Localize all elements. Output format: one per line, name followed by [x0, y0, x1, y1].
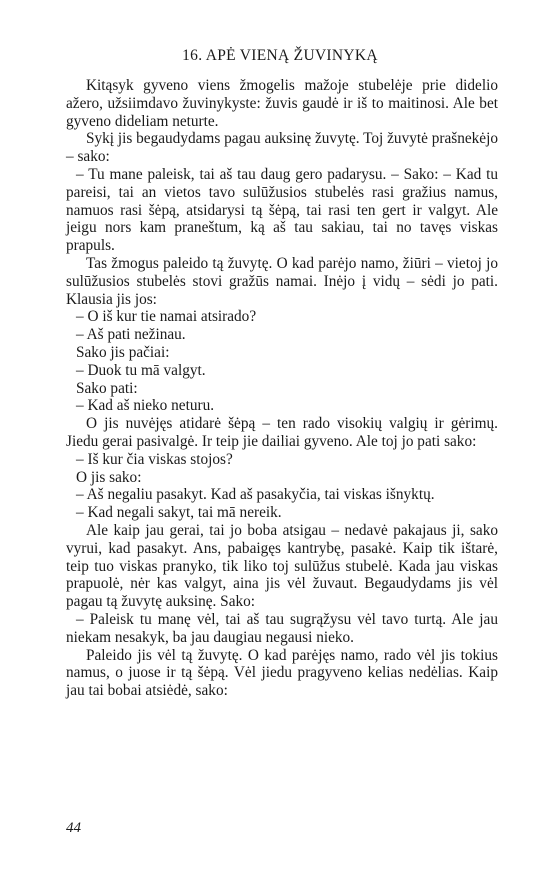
dialogue-line: O jis sako: [76, 468, 142, 486]
dialogue-line: – Kad aš nieko neturu. [76, 397, 215, 415]
paragraph: Tas žmogus paleido tą žuvytę. O kad parėjo namo, žiūri – vietoj jo sulūžusios stubelės stovi gražūs namai. Inėjo į vidų – sėdi jo pati. Klausia jis jos: [66, 254, 498, 308]
dialogue-line: – Iš kur čia viskas stojos? [76, 450, 233, 468]
page-number: 44 [66, 820, 81, 836]
dialogue-line: Sako jis pačiai: [76, 343, 170, 361]
body-text [66, 77, 498, 700]
dialogue-line: – Aš pati nežinau. [76, 326, 186, 344]
paragraph: Sykį jis begaudydams pagau auksinę žuvytę. Toj žuvytė prašnekėjo – sako: [66, 130, 498, 166]
dialogue-line: – Kad negali sakyt, tai mā nereik. [76, 504, 282, 522]
chapter-title: 16. APĖ VIENĄ ŽUVINYKĄ [182, 47, 378, 64]
dialogue-line: – O iš kur tie namai atsirado? [76, 308, 257, 326]
dialogue-line: – Aš negaliu pasakyt. Kad aš pasakyčia, tai viskas išnyktų. [76, 486, 435, 504]
paragraph: Paleido jis vėl tą žuvytę. O kad parėjęs namo, rado vėl jis tokius namus, o juose ir tą šėpą. Vėl jiedu pragyveno kelias nedėlias. Kaip jau tai bobai atsiėdė, sako: [66, 646, 498, 700]
dialogue-line: – Duok tu mā valgyt. [76, 361, 206, 379]
paragraph: Kitąsyk gyveno viens žmogelis mažoje stubelėje prie didelio ažero, užsiimdavo žuvinykyste: žuvis gaudė ir iš to maitinosi. Ale bet gyveno dideliam neturte. [66, 77, 498, 130]
dialogue-line: – Tu mane paleisk, tai aš tau daug gero padarysu. – Sako: – Kad tu pareisi, tai an vietos tavo sulūžusios stubelės rasi gražius namus, namuos rasi šėpą, atsidarysi tą šėpą, tai rasi ten gert ir valgyt. Ale jeigu nors kam praneštum, ką aš tau sakiau, tai no tavęs viskas prapuls. [66, 165, 498, 255]
dialogue-line: Sako pati: [76, 379, 138, 397]
paragraph: O jis nuvėjęs atidarė šėpą – ten rado visokių valgių ir gėrimų. Jiedu gerai pasivalgė. Ir teip jie dailiai gyveno. Ale toj jo pati sako: [66, 415, 498, 450]
paragraph: Ale kaip jau gerai, tai jo boba atsigau – nedavė pakajaus ji, sako vyrui, kad pasakyt. Ans, pabaigęs kantrybę, pasakė. Kaip tik ištarė, teip tuo viskas pranyko, tik liko toj sulūžus stubelė. Kada jau viskas prapuolė, nėr kas valgyt, aina jis vėl žuvaut. Begaudydams jis vėl pagau tą žuvytę auksinę. Sako: [66, 521, 498, 611]
dialogue-line: – Paleisk tu manę vėl, tai aš tau sugrąžysu vėl tavo turtą. Ale jau niekam nesakyk, ba jau daugiau negausi nieko. [66, 610, 498, 646]
